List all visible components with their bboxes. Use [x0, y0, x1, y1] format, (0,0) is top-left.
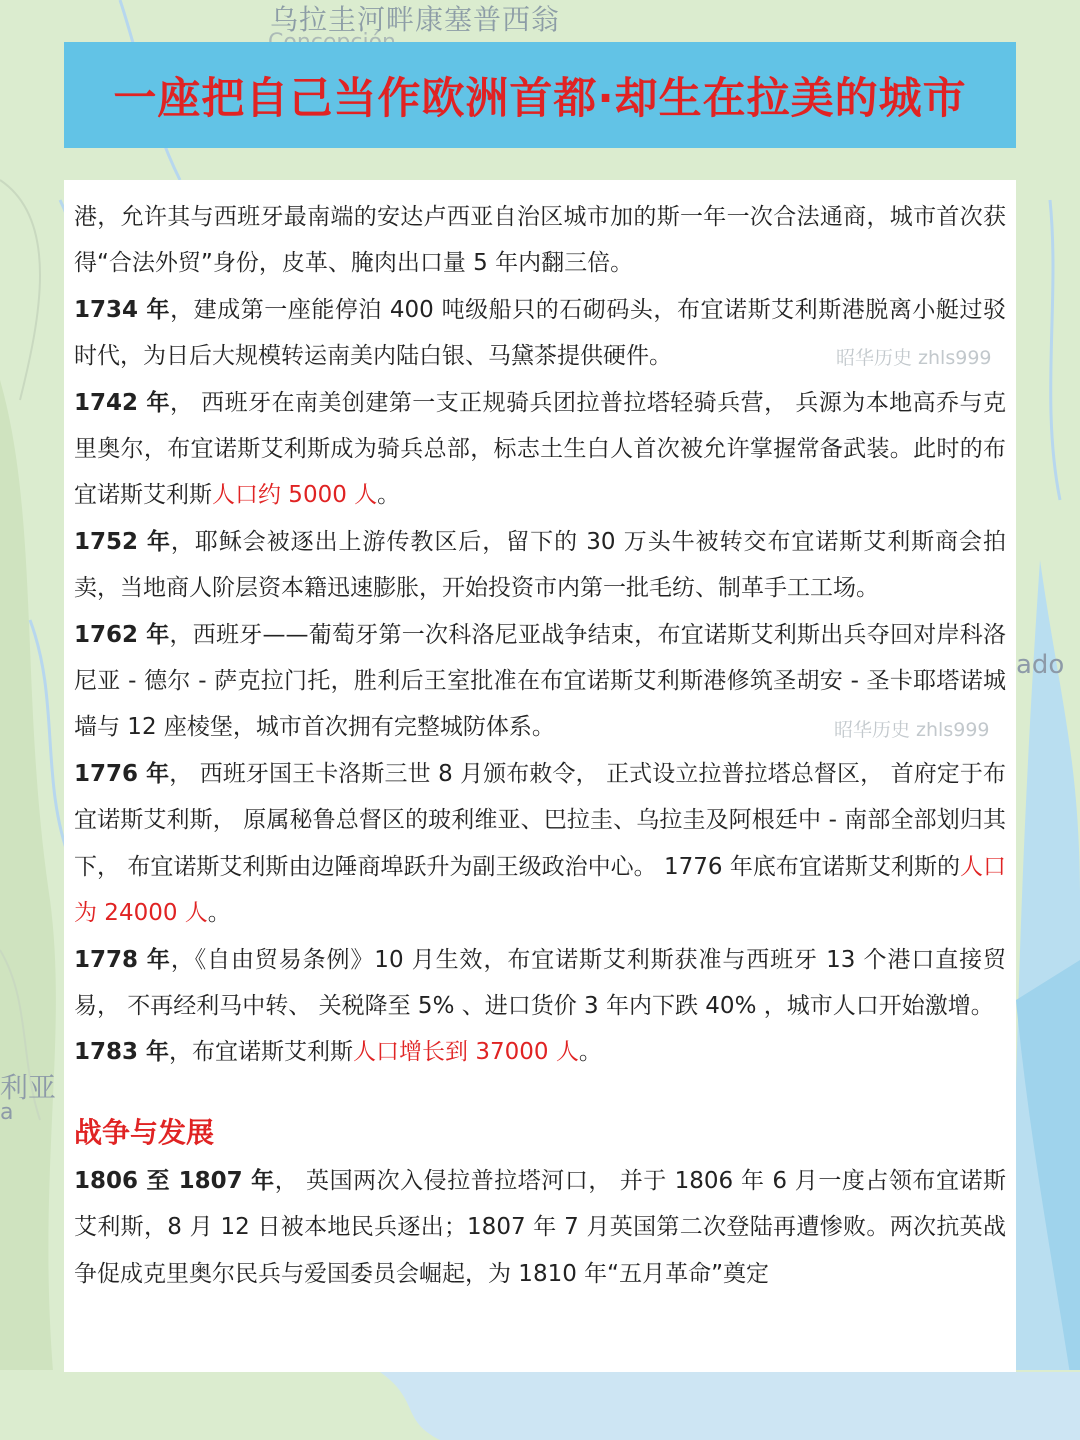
highlight-population: 人口为 24000 人 — [74, 853, 1006, 927]
paragraph-year: 1778 年 — [74, 946, 171, 973]
paragraph — [74, 937, 1006, 1030]
title-banner — [64, 42, 1016, 148]
paragraph-text: ，布宜诺斯艾利斯 — [169, 1039, 354, 1066]
paragraph — [74, 380, 1006, 519]
map-label-left-latin: a — [0, 1100, 14, 1125]
paragraph — [74, 519, 1006, 612]
highlight-population: 人口约 5000 人 — [212, 482, 378, 509]
paragraph-year: 1783 年 — [74, 1039, 170, 1066]
highlight-population: 人口增长到 37000 人 — [353, 1039, 579, 1066]
article-body — [64, 180, 1016, 1372]
paragraph-year: 1734 年 — [74, 296, 171, 323]
page-title: 一座把自己当作欧洲首都·却生在拉美的城市 — [113, 73, 967, 124]
paragraph-text: 港，允许其与西班牙最南端的安达卢西亚自治区城市加的斯一年一次合法通商，城市首次获得“合法外贸”身份，皮革、腌肉出口量 5 年内翻三倍。 — [74, 204, 1006, 277]
paragraph-text: ，建成第一座能停泊 400 吨级船只的石砌码头，布宜诺斯艾利斯港脱离小艇过驳时代，为日后大规模转运南美内陆白银、马黛茶提供硬件。 — [74, 296, 1006, 370]
paragraph-tail: 。 — [207, 900, 231, 927]
paragraph-tail: 。 — [377, 482, 401, 509]
map-label-right: ado — [1016, 650, 1065, 680]
paragraph-text: ， 英国两次入侵拉普拉塔河口， 并于 1806 年 6 月一度占领布宜诺斯艾利斯，8 月 12 日被本地民兵逐出；1807 年 7 月英国第二次登陆再遭惨败。两次抗英战争促成克里奥尔民兵与爱国委员会崛起，为 1810 年“五月革命”奠定 — [74, 1167, 1006, 1287]
paragraph-year: 1776 年 — [74, 760, 170, 787]
paragraph-text: ，耶稣会被逐出上游传教区后，留下的 30 万头牛被转交布宜诺斯艾利斯商会拍卖，当地商人阶层资本籍迅速膨胀，开始投资市内第一批毛纺、制革手工工场。 — [74, 528, 1006, 602]
section-heading: 战争与发展 — [74, 1115, 215, 1149]
paragraph — [74, 1029, 1006, 1075]
watermark: 昭华历史 zhls999 — [834, 719, 990, 741]
paragraph — [74, 194, 1006, 287]
paragraph-year: 1742 年 — [74, 389, 170, 416]
map-label-city: 乌拉圭河畔康塞普西翁 — [270, 3, 561, 36]
paragraph-text: ， 西班牙国王卡洛斯三世 8 月颁布敕令， 正式设立拉普拉塔总督区， 首府定于布宜诺斯艾利斯， 原属秘鲁总督区的玻利维亚、巴拉圭、乌拉圭及阿根廷中 - 南部全部划归其下， 布宜诺斯艾利斯由边陲商埠跃升为副王级政治中心。 1776 年底布宜诺斯艾利斯的 — [74, 760, 1006, 880]
paragraph-year: 1806 至 1807 年 — [74, 1167, 275, 1194]
paragraph-text: ，西班牙——葡萄牙第一次科洛尼亚战争结束，布宜诺斯艾利斯出兵夺回对岸科洛尼亚 - 德尔 - 萨克拉门托，胜利后王室批准在布宜诺斯艾利斯港修筑圣胡安 - 圣卡耶塔诺城墙与 12 座棱堡，城市首次拥有完整城防体系。 — [74, 621, 1007, 741]
paragraph-year: 1762 年 — [74, 621, 170, 648]
paragraph-text: ，《自由贸易条例》10 月生效，布宜诺斯艾利斯获准与西班牙 13 个港口直接贸易， 不再经利马中转、 关税降至 5% 、进口货价 3 年内下跌 40% ，城市人口开始激增。 — [74, 946, 1007, 1019]
paragraph-text: ， 西班牙在南美创建第一支正规骑兵团拉普拉塔轻骑兵营， 兵源为本地高乔与克里奥尔，布宜诺斯艾利斯成为骑兵总部，标志土生白人首次被允许掌握常备武装。此时的布宜诺斯艾利斯 — [74, 389, 1006, 509]
paragraph-year: 1752 年 — [74, 528, 171, 555]
watermark: 昭华历史 zhls999 — [836, 347, 992, 369]
paragraph-tail: 。 — [578, 1039, 602, 1066]
paragraph — [74, 1158, 1006, 1297]
paragraph — [74, 751, 1006, 937]
map-label-left: 利亚 — [0, 1071, 57, 1104]
